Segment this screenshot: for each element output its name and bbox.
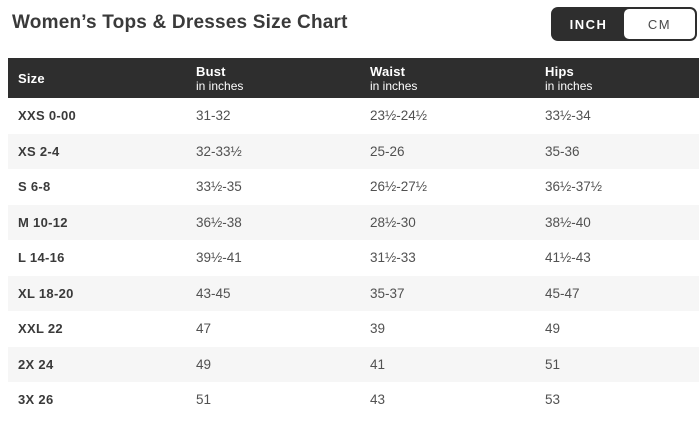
bust-cell: 36½-38 — [196, 214, 242, 230]
bust-cell: 47 — [196, 321, 212, 337]
bust-cell: 31-32 — [196, 108, 231, 124]
table-row — [8, 311, 699, 347]
size-cell: M 10-12 — [18, 214, 68, 230]
table-row — [8, 205, 699, 241]
size-cell: XL 18-20 — [18, 285, 74, 301]
table-row — [8, 169, 699, 205]
table-row — [8, 347, 699, 383]
size-cell: S 6-8 — [18, 179, 51, 195]
unit-toggle-inch-button[interactable]: INCH — [569, 16, 608, 32]
column-header-waist: Waist in inches — [370, 63, 418, 93]
bust-cell: 39½-41 — [196, 250, 242, 266]
hips-cell: 33½-34 — [545, 108, 591, 124]
column-header-bust: Bust in inches — [196, 63, 244, 93]
column-header-hips: Hips in inches — [545, 63, 593, 93]
size-chart-table — [8, 58, 699, 418]
hips-cell: 49 — [545, 321, 561, 337]
waist-cell: 26½-27½ — [370, 179, 428, 195]
table-row — [8, 276, 699, 312]
size-cell: L 14-16 — [18, 250, 65, 266]
waist-cell: 25-26 — [370, 143, 405, 159]
waist-cell: 41 — [370, 356, 386, 372]
bust-cell: 32-33½ — [196, 143, 242, 159]
table-row — [8, 240, 699, 276]
waist-cell: 28½-30 — [370, 214, 416, 230]
unit-toggle-cm-button[interactable]: CM — [624, 9, 695, 39]
hips-cell: 41½-43 — [545, 250, 591, 266]
waist-cell: 39 — [370, 321, 386, 337]
column-header-size: Size — [18, 70, 45, 86]
waist-cell: 23½-24½ — [370, 108, 428, 124]
bust-cell: 43-45 — [196, 285, 231, 301]
waist-cell: 35-37 — [370, 285, 405, 301]
size-cell: XS 2-4 — [18, 143, 60, 159]
bust-cell: 51 — [196, 392, 212, 408]
table-row — [8, 98, 699, 134]
table-row — [8, 134, 699, 170]
unit-toggle[interactable] — [551, 7, 697, 41]
size-cell: XXS 0-00 — [18, 108, 77, 124]
size-cell: 3X 26 — [18, 392, 54, 408]
hips-cell: 35-36 — [545, 143, 580, 159]
top-bar — [0, 0, 699, 58]
hips-cell: 53 — [545, 392, 561, 408]
bust-cell: 49 — [196, 356, 212, 372]
table-row — [8, 382, 699, 418]
size-cell: 2X 24 — [18, 356, 54, 372]
hips-cell: 36½-37½ — [545, 179, 603, 195]
hips-cell: 38½-40 — [545, 214, 591, 230]
hips-cell: 51 — [545, 356, 561, 372]
waist-cell: 31½-33 — [370, 250, 416, 266]
waist-cell: 43 — [370, 392, 386, 408]
hips-cell: 45-47 — [545, 285, 580, 301]
size-cell: XXL 22 — [18, 321, 63, 337]
table-header-row — [8, 58, 699, 98]
bust-cell: 33½-35 — [196, 179, 242, 195]
page-title: Women’s Tops & Dresses Size Chart — [12, 12, 348, 33]
